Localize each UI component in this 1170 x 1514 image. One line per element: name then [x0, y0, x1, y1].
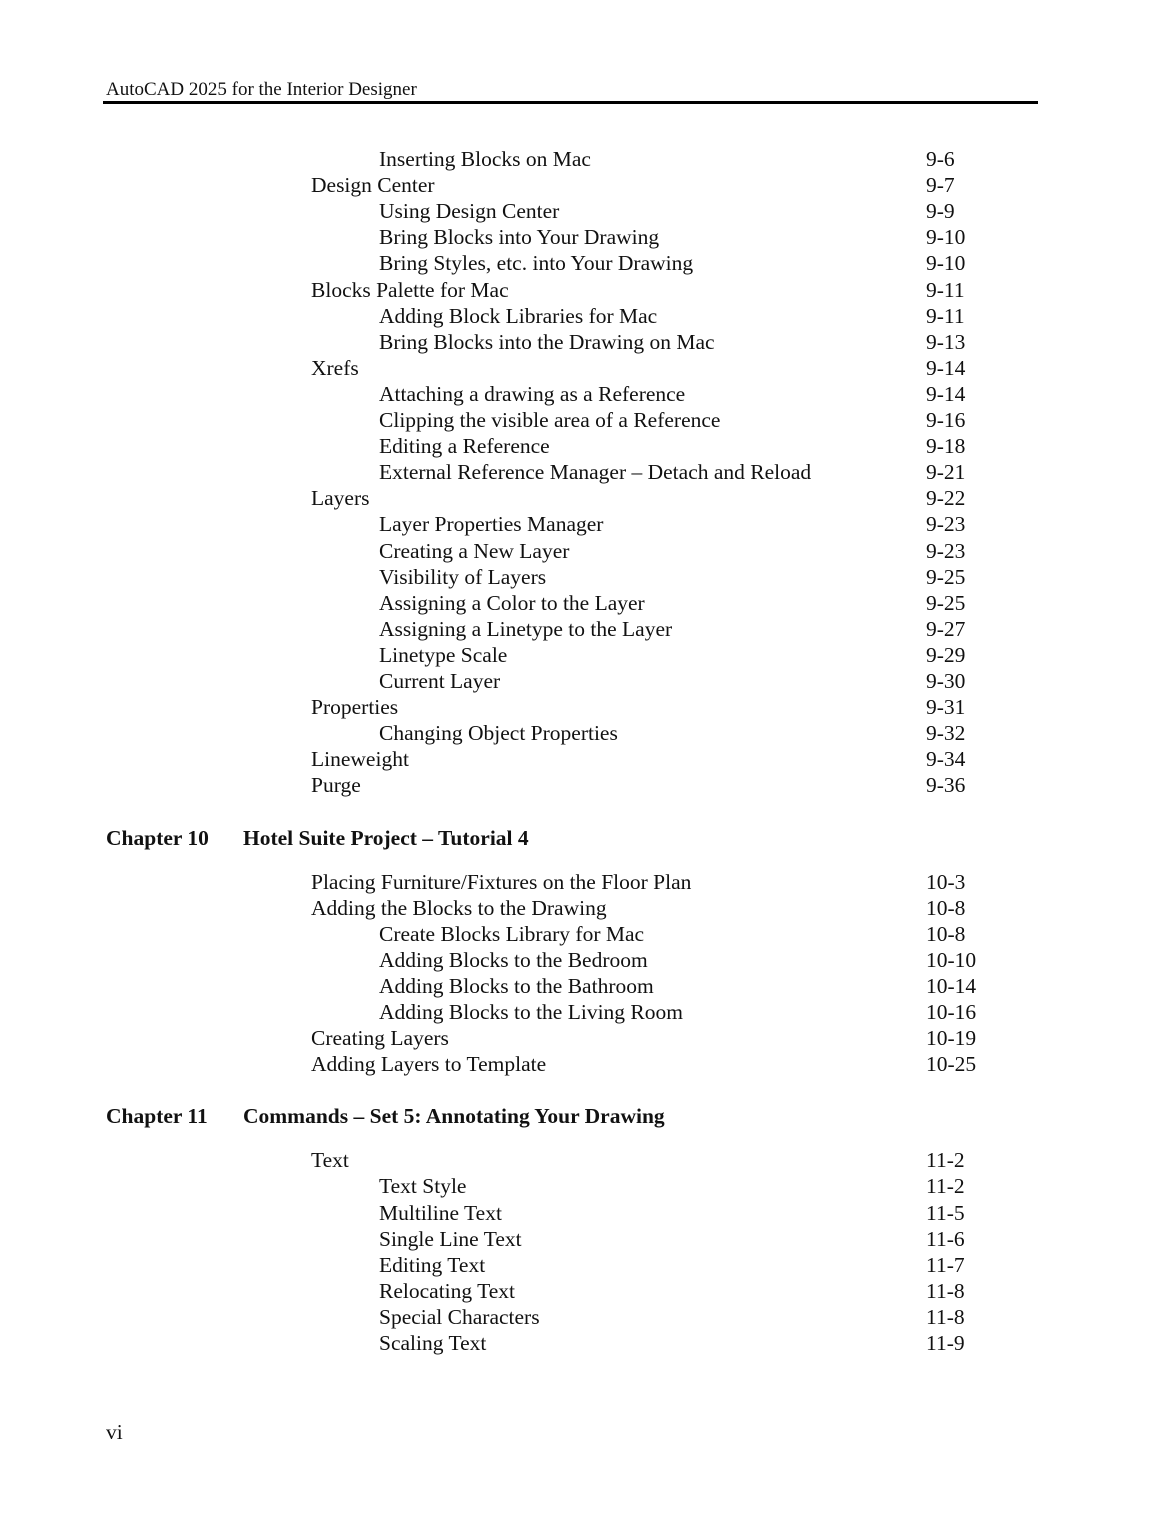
toc-entry-page: 9-25 [926, 590, 966, 615]
toc-entry-title: Adding Blocks to the Bathroom [379, 973, 654, 998]
toc-entry-title: Multiline Text [379, 1200, 502, 1225]
toc-entry-title: Text Style [379, 1174, 467, 1199]
toc-entry-title: Placing Furniture/Fixtures on the Floor Plan [311, 869, 692, 894]
toc-entry[interactable] [0, 303, 1170, 329]
toc-entry-page: 11-5 [926, 1200, 965, 1225]
toc-entry[interactable] [0, 1025, 1170, 1051]
toc-entry[interactable] [0, 720, 1170, 746]
toc-entry-page: 11-6 [926, 1226, 965, 1251]
chapter-heading [0, 1102, 1170, 1130]
toc-entry[interactable] [0, 973, 1170, 999]
toc-entry-page: 9-32 [926, 721, 966, 746]
toc-entry-page: 9-27 [926, 616, 966, 641]
toc-entry-title: Creating a New Layer [379, 538, 570, 563]
toc-entry-title: Linetype Scale [379, 642, 508, 667]
toc-entry[interactable] [0, 564, 1170, 590]
toc-entry-page: 9-30 [926, 669, 966, 693]
toc-entry-title: Assigning a Linetype to the Layer [379, 616, 673, 641]
toc-entry[interactable] [0, 616, 1170, 642]
toc-entry[interactable] [0, 746, 1170, 772]
toc-entry-title: Bring Styles, etc. into Your Drawing [379, 251, 694, 276]
toc-entry[interactable] [0, 869, 1170, 895]
toc-entry-page: 9-25 [926, 564, 966, 589]
toc-entry-title: Scaling Text [379, 1331, 487, 1355]
toc-entry-title: Relocating Text [379, 1278, 516, 1303]
toc-entry-title: Editing a Reference [379, 434, 550, 459]
toc-entry-page: 9-22 [926, 486, 966, 511]
toc-entry-title: Adding Blocks to the Living Room [379, 1000, 683, 1024]
toc-entry-page: 10-14 [926, 973, 977, 998]
toc-entry-page: 9-23 [926, 512, 966, 537]
chapter-number: Chapter 11 [106, 1104, 208, 1129]
toc-entry-page: 10-19 [926, 1026, 977, 1051]
toc-entry[interactable] [0, 355, 1170, 381]
toc-entry-page: 11-7 [926, 1252, 965, 1277]
toc-entry-title: Purge [311, 773, 361, 798]
toc-entry[interactable] [0, 1278, 1170, 1304]
toc-entry-page: 11-9 [926, 1331, 965, 1355]
toc-entry-title: Create Blocks Library for Mac [379, 921, 645, 946]
toc-entry-page: 9-11 [926, 303, 965, 328]
toc-entry-title: Design Center [311, 173, 435, 198]
toc-entry-title: External Reference Manager – Detach and Reload [379, 460, 812, 485]
toc-entry[interactable] [0, 511, 1170, 537]
toc-entry[interactable] [0, 694, 1170, 720]
toc-entry[interactable] [0, 381, 1170, 407]
toc-entry[interactable] [0, 485, 1170, 511]
toc-entry[interactable] [0, 459, 1170, 485]
toc-entry-title: Adding the Blocks to the Drawing [311, 895, 607, 920]
toc-entry[interactable] [0, 198, 1170, 224]
toc-entry-page: 9-11 [926, 277, 965, 302]
toc-entry-title: Xrefs [311, 355, 359, 380]
toc-entry-page: 9-6 [926, 147, 955, 171]
toc-entry-page: 9-34 [926, 747, 966, 772]
toc-entry[interactable] [0, 921, 1170, 947]
toc-entry-title: Special Characters [379, 1304, 540, 1329]
toc-entry[interactable] [0, 1200, 1170, 1226]
chapter-heading [0, 824, 1170, 852]
toc-entry-page: 9-10 [926, 225, 966, 250]
header-rule [103, 101, 1038, 104]
toc-entry-title: Visibility of Layers [379, 564, 547, 589]
toc-entry-page: 9-7 [926, 173, 955, 198]
toc-entry-title: Assigning a Color to the Layer [379, 590, 645, 615]
toc-entry-page: 9-36 [926, 773, 966, 798]
toc-entry[interactable] [0, 250, 1170, 276]
toc-entry-title: Bring Blocks into Your Drawing [379, 225, 660, 250]
toc-entry-page: 9-31 [926, 695, 966, 720]
toc-entry[interactable] [0, 590, 1170, 616]
toc-entry[interactable] [0, 329, 1170, 355]
toc-entry[interactable] [0, 947, 1170, 973]
toc-entry-title: Lineweight [311, 747, 409, 772]
toc-entry-page: 10-8 [926, 921, 966, 946]
toc-entry[interactable] [0, 277, 1170, 303]
toc-entry[interactable] [0, 1226, 1170, 1252]
toc-entry[interactable] [0, 999, 1170, 1025]
chapter-title: Commands – Set 5: Annotating Your Drawing [243, 1104, 665, 1129]
chapter-title: Hotel Suite Project – Tutorial 4 [243, 825, 529, 850]
toc-entry-title: Adding Block Libraries for Mac [379, 303, 658, 328]
toc-entry-page: 10-10 [926, 947, 977, 972]
toc-entry-page: 10-8 [926, 895, 966, 920]
toc-entry-page: 9-18 [926, 434, 966, 459]
toc-entry-page: 11-2 [926, 1148, 965, 1173]
toc-entry-page: 10-16 [926, 1000, 977, 1024]
toc-entry-title: Changing Object Properties [379, 721, 618, 746]
toc-entry[interactable] [0, 172, 1170, 198]
toc-entry-page: 9-10 [926, 251, 966, 276]
toc-entry-title: Bring Blocks into the Drawing on Mac [379, 329, 715, 354]
toc-entry-page: 9-13 [926, 329, 966, 354]
toc-entry-title: Attaching a drawing as a Reference [379, 381, 686, 406]
toc-entry[interactable] [0, 224, 1170, 250]
toc-entry-title: Creating Layers [311, 1026, 449, 1051]
toc-entry-title: Inserting Blocks on Mac [379, 147, 591, 171]
toc-entry[interactable] [0, 1304, 1170, 1330]
toc-entry[interactable] [0, 538, 1170, 564]
toc-entry-title: Properties [311, 695, 399, 720]
toc-entry[interactable] [0, 668, 1170, 694]
toc-entry-title: Using Design Center [379, 199, 560, 224]
toc-entry-page: 10-25 [926, 1052, 977, 1077]
toc-entry-page: 11-2 [926, 1174, 965, 1199]
toc-entry-page: 11-8 [926, 1304, 965, 1329]
toc-entry-page: 11-8 [926, 1278, 965, 1303]
toc-entry[interactable] [0, 407, 1170, 433]
toc-entry[interactable] [0, 772, 1170, 798]
toc-entry-title: Text [311, 1148, 349, 1173]
toc-entry-title: Current Layer [379, 669, 501, 693]
toc-entry-title: Clipping the visible area of a Reference [379, 408, 721, 432]
chapter-number: Chapter 10 [106, 825, 209, 850]
toc-entry-page: 9-29 [926, 642, 966, 667]
toc-entry-title: Adding Blocks to the Bedroom [379, 947, 648, 972]
toc-entry[interactable] [0, 146, 1170, 172]
toc-entry[interactable] [0, 1051, 1170, 1077]
toc-entry[interactable] [0, 1330, 1170, 1356]
toc-entry-title: Layer Properties Manager [379, 512, 604, 537]
toc-entry-page: 9-21 [926, 460, 966, 485]
toc-entry[interactable] [0, 1173, 1170, 1199]
toc-entry-title: Blocks Palette for Mac [311, 277, 509, 302]
toc-entry-page: 9-16 [926, 408, 966, 432]
toc-entry[interactable] [0, 1252, 1170, 1278]
toc-entry-title: Adding Layers to Template [311, 1052, 547, 1077]
toc-entry-title: Single Line Text [379, 1226, 522, 1251]
toc-entry-title: Layers [311, 486, 370, 511]
toc-entry-page: 9-14 [926, 355, 966, 380]
toc-entry-page: 10-3 [926, 869, 966, 894]
toc-entry[interactable] [0, 1147, 1170, 1173]
toc-entry-title: Editing Text [379, 1252, 486, 1277]
page-number: vi [106, 1420, 123, 1444]
toc-entry[interactable] [0, 433, 1170, 459]
toc-entry[interactable] [0, 895, 1170, 921]
toc-entry-page: 9-23 [926, 538, 966, 563]
toc-entry-page: 9-9 [926, 199, 955, 224]
toc-entry[interactable] [0, 642, 1170, 668]
running-head: AutoCAD 2025 for the Interior Designer [106, 79, 417, 100]
toc-entry-page: 9-14 [926, 381, 966, 406]
